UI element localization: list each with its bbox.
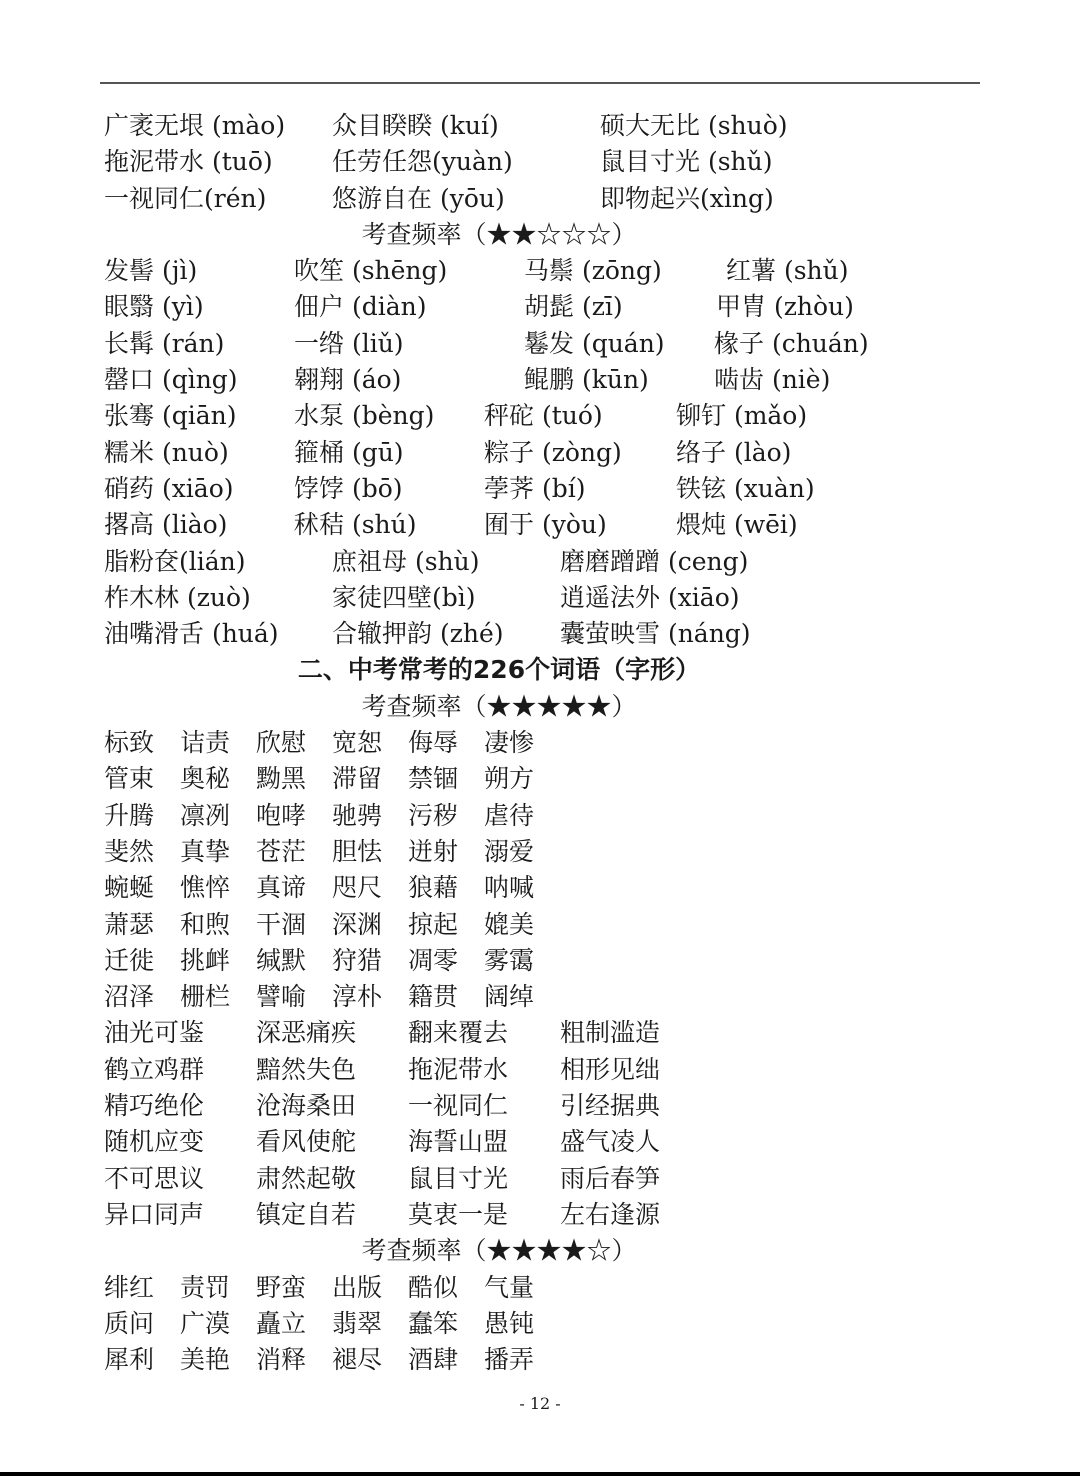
word: 蠢笨 — [408, 1308, 459, 1338]
frequency-heading: 考查频率（★★★★★） — [361, 691, 637, 721]
word: 朔方 — [484, 764, 535, 794]
word-entry: 长髯 (rán) — [104, 328, 225, 358]
word-entry: 煨炖 (wēi) — [676, 510, 798, 540]
idiom: 深恶痛疾 — [256, 1018, 357, 1048]
mixed-entry: 家徒四壁(bì) — [332, 582, 476, 612]
word-entry: 秤砣 (tuó) — [484, 401, 603, 431]
word-row — [104, 326, 984, 362]
word-entry: 箍桶 (gū) — [294, 437, 404, 467]
idiom-row — [104, 1197, 984, 1233]
idiom: 雨后春笋 — [560, 1163, 661, 1193]
word: 挑衅 — [180, 945, 231, 975]
word-entry: 粽子 (zòng) — [484, 437, 622, 467]
idiom-entry: 一视同仁(rén) — [104, 183, 267, 213]
word: 气量 — [484, 1272, 535, 1302]
mixed-entry: 囊萤映雪 (náng) — [560, 619, 751, 649]
frequency-heading: 考查频率（★★☆☆☆） — [361, 219, 637, 249]
word: 憔悴 — [180, 873, 231, 903]
idiom: 引经据典 — [560, 1091, 661, 1121]
word: 质问 — [104, 1308, 155, 1338]
word-entry: 罄口 (qìng) — [104, 365, 238, 395]
word-entry: 硝药 (xiāo) — [104, 473, 234, 503]
word: 责罚 — [180, 1272, 231, 1302]
idiom-row — [104, 1052, 984, 1088]
word-row — [104, 1342, 984, 1378]
word-row — [104, 725, 984, 761]
word-entry: 鬈发 (quán) — [524, 328, 665, 358]
word: 滞留 — [332, 764, 383, 794]
idiom-row — [104, 1161, 984, 1197]
idiom-row — [104, 1124, 984, 1160]
word: 雾霭 — [484, 945, 535, 975]
word: 迸射 — [408, 836, 459, 866]
idiom-row — [104, 144, 984, 180]
word: 真挚 — [180, 836, 231, 866]
mixed-row — [104, 616, 984, 652]
word: 黝黑 — [256, 764, 307, 794]
word-entry: 佃户 (diàn) — [294, 292, 427, 322]
word-row — [104, 761, 984, 797]
word: 呐喊 — [484, 873, 535, 903]
word: 消释 — [256, 1345, 307, 1375]
idiom: 海誓山盟 — [408, 1127, 509, 1157]
idiom: 左右逢源 — [560, 1199, 661, 1229]
word-entry: 张骞 (qiān) — [104, 401, 237, 431]
word: 凛冽 — [180, 800, 231, 830]
word-row — [104, 943, 984, 979]
word: 凋零 — [408, 945, 459, 975]
word: 美艳 — [180, 1345, 231, 1375]
word-entry: 一绺 (liǔ) — [294, 328, 404, 358]
idiom: 镇定自若 — [256, 1199, 357, 1229]
word-entry: 胡髭 (zī) — [524, 292, 623, 322]
word-row — [104, 253, 984, 289]
word: 污秽 — [408, 800, 459, 830]
word-row — [104, 471, 984, 507]
page-number: - 12 - — [519, 1394, 561, 1413]
word: 沼泽 — [104, 982, 155, 1012]
word-row — [104, 1270, 984, 1306]
idiom-entry: 众目睽睽 (kuí) — [332, 111, 499, 140]
word: 缄默 — [256, 945, 307, 975]
word: 矗立 — [256, 1308, 307, 1338]
idiom: 拖泥带水 — [408, 1054, 509, 1084]
word-row — [104, 435, 984, 471]
word: 奥秘 — [180, 764, 231, 794]
word-entry: 甲胄 (zhòu) — [716, 292, 854, 322]
idiom: 精巧绝伦 — [104, 1091, 205, 1121]
word-entry: 啮齿 (niè) — [714, 365, 831, 395]
idiom-row — [104, 1015, 984, 1051]
word-row — [104, 362, 984, 398]
word: 野蛮 — [256, 1272, 307, 1302]
mixed-entry: 逍遥法外 (xiāo) — [560, 582, 740, 612]
word: 籍贯 — [408, 982, 459, 1012]
idiom: 一视同仁 — [408, 1091, 509, 1121]
word: 咆哮 — [256, 800, 307, 830]
word-entry: 撂高 (liào) — [104, 510, 228, 540]
word-entry: 囿于 (yòu) — [484, 510, 607, 540]
word: 狩猎 — [332, 945, 383, 975]
word-entry: 发髻 (jì) — [104, 256, 198, 286]
word: 媲美 — [484, 909, 535, 939]
word: 狼藉 — [408, 873, 459, 903]
word-entry: 铆钉 (mǎo) — [676, 401, 808, 431]
idiom-entry: 悠游自在 (yōu) — [332, 183, 505, 213]
idiom: 鹤立鸡群 — [104, 1054, 205, 1084]
word: 酒肆 — [408, 1345, 459, 1375]
word: 淳朴 — [332, 982, 383, 1012]
idiom-entry: 鼠目寸光 (shǔ) — [600, 147, 773, 177]
word: 阔绰 — [484, 982, 535, 1012]
idiom: 盛气凌人 — [560, 1127, 661, 1157]
idiom: 看风使舵 — [256, 1127, 357, 1157]
word-row — [104, 979, 984, 1015]
word: 驰骋 — [332, 800, 383, 830]
word: 深渊 — [332, 909, 383, 939]
word: 管束 — [104, 764, 155, 794]
mixed-entry: 合辙押韵 (zhé) — [332, 619, 504, 649]
word-row — [104, 798, 984, 834]
word-row — [104, 289, 984, 325]
word-row — [104, 398, 984, 434]
word: 绯红 — [104, 1272, 155, 1302]
word: 溺爱 — [484, 836, 535, 866]
word: 禁锢 — [408, 764, 459, 794]
word-entry: 鲲鹏 (kūn) — [524, 365, 649, 395]
word: 掠起 — [408, 909, 459, 939]
mixed-entry: 庶祖母 (shù) — [332, 546, 480, 576]
word: 播弄 — [484, 1345, 535, 1375]
idiom: 肃然起敬 — [256, 1163, 357, 1193]
word-entry: 马鬃 (zōng) — [524, 256, 662, 286]
word: 咫尺 — [332, 873, 383, 903]
word: 出版 — [332, 1272, 383, 1302]
idiom-entry: 硕大无比 (shuò) — [600, 111, 788, 140]
mixed-entry: 柞木林 (zuò) — [104, 582, 251, 612]
idiom-entry: 即物起兴(xìng) — [600, 183, 774, 213]
word-entry: 糯米 (nuò) — [104, 437, 229, 467]
document-body — [104, 108, 984, 1378]
word: 蜿蜒 — [104, 873, 155, 903]
mixed-entry: 脂粉奁(lián) — [104, 546, 246, 576]
word: 栅栏 — [180, 982, 231, 1012]
word: 宽恕 — [332, 728, 383, 758]
word: 诘责 — [180, 728, 231, 758]
idiom: 相形见绌 — [560, 1054, 661, 1084]
section-title: 二、中考常考的226个词语（字形） — [297, 655, 701, 685]
word: 干涸 — [256, 909, 307, 939]
idiom: 随机应变 — [104, 1127, 205, 1157]
idiom-row — [104, 181, 984, 217]
idiom: 翻来覆去 — [408, 1018, 509, 1048]
word-entry: 铁铉 (xuàn) — [676, 473, 815, 503]
word-entry: 荸荠 (bí) — [484, 473, 586, 503]
word-entry: 吹笙 (shēng) — [294, 256, 448, 286]
word: 翡翠 — [332, 1308, 383, 1338]
word-row — [104, 907, 984, 943]
idiom: 黯然失色 — [256, 1054, 357, 1084]
idiom: 粗制滥造 — [560, 1018, 661, 1048]
mixed-entry: 油嘴滑舌 (huá) — [104, 619, 279, 649]
word-row — [104, 507, 984, 543]
word: 广漠 — [180, 1308, 231, 1338]
word: 譬喻 — [256, 982, 307, 1012]
word: 和煦 — [180, 909, 231, 939]
idiom: 油光可鉴 — [104, 1018, 205, 1048]
mixed-entry: 磨磨蹭蹭 (ceng) — [560, 546, 749, 576]
idiom-row — [104, 108, 984, 144]
idiom: 鼠目寸光 — [408, 1163, 509, 1193]
word: 苍茫 — [256, 836, 307, 866]
word: 凄惨 — [484, 728, 535, 758]
word-entry: 眼翳 (yì) — [104, 292, 204, 322]
idiom: 莫衷一是 — [408, 1199, 509, 1229]
word-row — [104, 870, 984, 906]
word: 真谛 — [256, 873, 307, 903]
word-entry: 红薯 (shǔ) — [726, 256, 849, 286]
word: 犀利 — [104, 1345, 155, 1375]
word: 褪尽 — [332, 1345, 383, 1375]
bottom-border — [0, 1472, 1080, 1476]
word: 侮辱 — [408, 728, 459, 758]
word-row — [104, 834, 984, 870]
idiom-entry: 任劳任怨(yuàn) — [332, 147, 513, 177]
word: 欣慰 — [256, 728, 307, 758]
word: 标致 — [104, 728, 155, 758]
word: 斐然 — [104, 836, 155, 866]
word-entry: 翱翔 (áo) — [294, 365, 402, 395]
mixed-row — [104, 544, 984, 580]
idiom: 不可思议 — [104, 1163, 205, 1193]
word-entry: 椽子 (chuán) — [714, 328, 869, 358]
mixed-row — [104, 580, 984, 616]
word-entry: 水泵 (bèng) — [294, 401, 435, 431]
idiom: 异口同声 — [104, 1199, 205, 1229]
word-entry: 秫秸 (shú) — [294, 510, 417, 540]
word: 愚钝 — [484, 1308, 535, 1338]
word: 虐待 — [484, 800, 535, 830]
frequency-heading: 考查频率（★★★★☆） — [361, 1236, 637, 1266]
top-rule — [100, 82, 980, 84]
word-row — [104, 1306, 984, 1342]
word: 酷似 — [408, 1272, 459, 1302]
word: 萧瑟 — [104, 909, 155, 939]
word: 迁徙 — [104, 945, 155, 975]
idiom-row — [104, 1088, 984, 1124]
word-entry: 络子 (lào) — [676, 437, 792, 467]
idiom-entry: 广袤无垠 (mào) — [104, 111, 286, 140]
idiom: 沧海桑田 — [256, 1091, 357, 1121]
word: 胆怯 — [332, 836, 383, 866]
idiom-entry: 拖泥带水 (tuō) — [104, 147, 273, 177]
word-entry: 饽饽 (bō) — [294, 473, 403, 503]
word: 升腾 — [104, 800, 155, 830]
